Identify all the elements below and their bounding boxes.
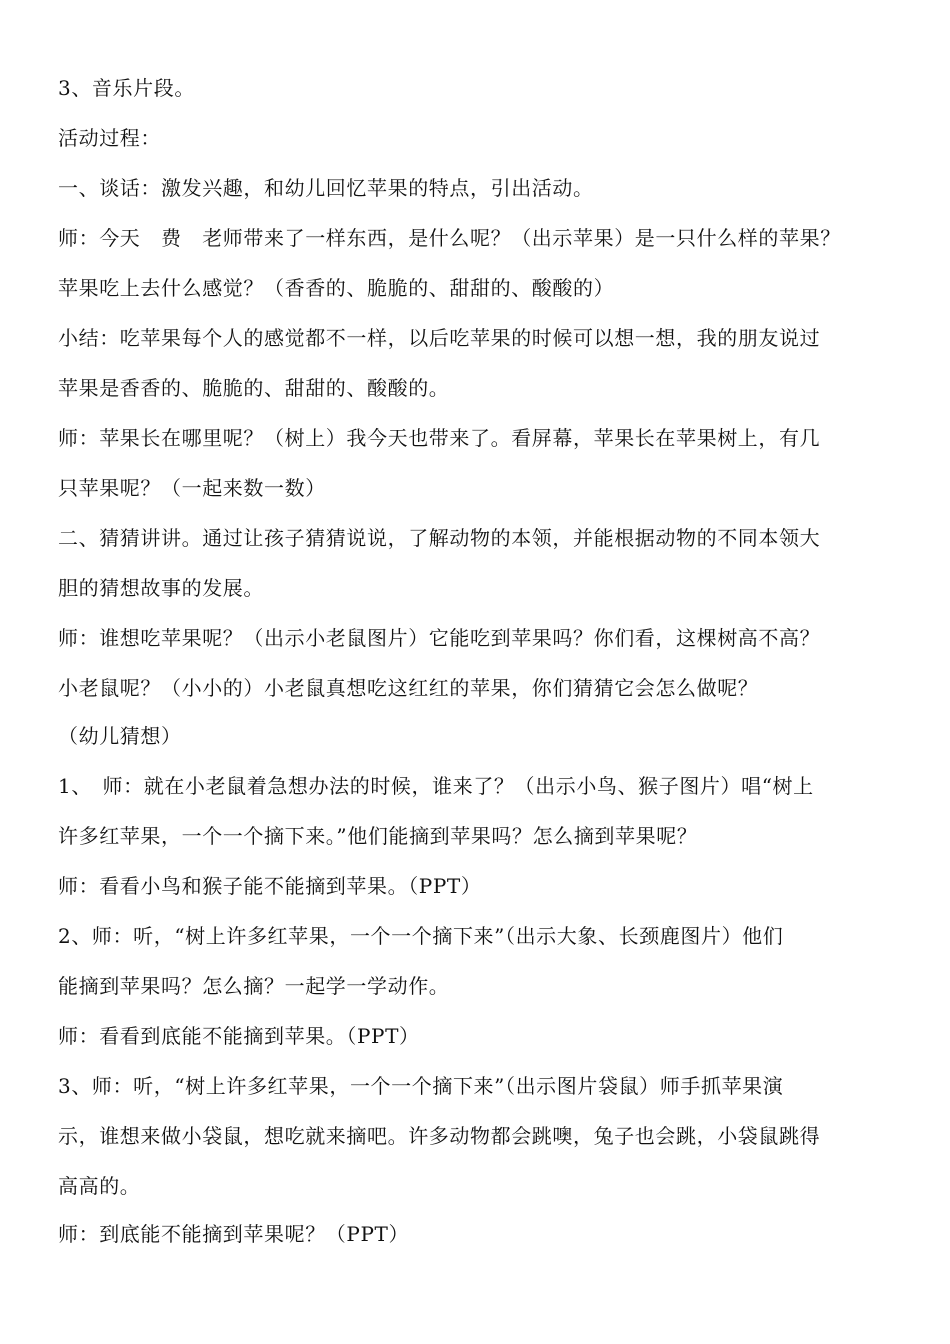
text-line: （幼儿猜想） [58,724,182,748]
text-line: 只苹果呢？（一起来数一数） [58,476,326,500]
text-line: 小结：吃苹果每个人的感觉都不一样，以后吃苹果的时候可以想一想，我的朋友说过 [58,326,821,350]
text-line: 2、师：听，“树上许多红苹果，一个一个摘下来”（出示大象、长颈鹿图片）他们 [58,924,784,948]
text-line: 苹果是香香的、脆脆的、甜甜的、酸酸的。 [58,376,450,400]
text-line: 高高的。 [58,1174,141,1198]
text-line: 示，谁想来做小袋鼠，想吃就来摘吧。许多动物都会跳噢，兔子也会跳，小袋鼠跳得 [58,1124,821,1148]
text-line: 3、师：听，“树上许多红苹果，一个一个摘下来”（出示图片袋鼠）师手抓苹果演 [58,1074,784,1098]
text-line: 胆的猜想故事的发展。 [58,576,264,600]
text-line: 师：到底能不能摘到苹果呢？（PPT） [58,1222,410,1246]
text-line: 师：今天 费 老师带来了一样东西，是什么呢？（出示苹果）是一只什么样的苹果？ [58,226,841,250]
text-line: 活动过程： [58,126,161,150]
text-line: 1、 师：就在小老鼠着急想办法的时候，谁来了？（出示小鸟、猴子图片）唱“树上 [58,774,814,798]
text-line: 一、谈话：激发兴趣，和幼儿回忆苹果的特点，引出活动。 [58,176,594,200]
text-line: 师：谁想吃苹果呢？（出示小老鼠图片）它能吃到苹果吗？你们看，这棵树高不高？ [58,626,821,650]
text-line: 师：苹果长在哪里呢？（树上）我今天也带来了。看屏幕，苹果长在苹果树上，有几 [58,426,821,450]
text-line: 师：看看到底能不能摘到苹果。（PPT） [58,1024,420,1048]
text-line: 师：看看小鸟和猴子能不能摘到苹果。（PPT） [58,874,482,898]
text-line: 小老鼠呢？（小小的）小老鼠真想吃这红红的苹果，你们猜猜它会怎么做呢？ [58,676,759,700]
text-line: 许多红苹果，一个一个摘下来。”他们能摘到苹果吗？怎么摘到苹果呢？ [58,824,698,848]
text-line: 能摘到苹果吗？怎么摘？一起学一学动作。 [58,974,450,998]
text-line: 二、猜猜讲讲。通过让孩子猜猜说说，了解动物的本领，并能根据动物的不同本领大 [58,526,821,550]
text-line: 苹果吃上去什么感觉？（香香的、脆脆的、甜甜的、酸酸的） [58,276,615,300]
text-line: 3、音乐片段。 [58,76,195,100]
